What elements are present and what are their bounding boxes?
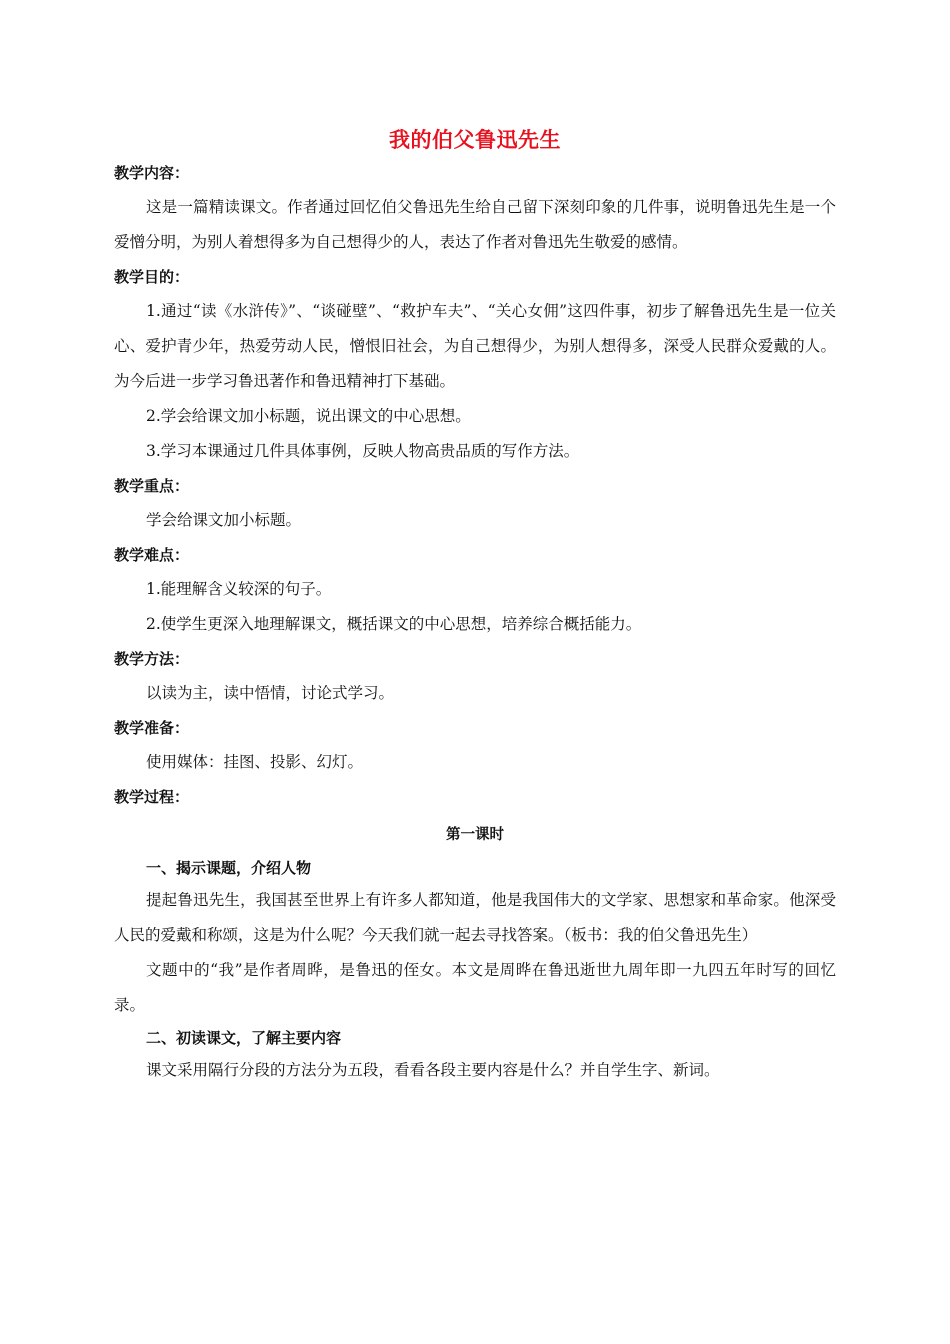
document-title: 我的伯父鲁迅先生 [389,128,561,152]
step-2-heading: 二、初读课文，了解主要内容 [146,1029,342,1047]
lesson-label: 第一课时 [446,827,504,843]
heading-preparation: 教学准备： [114,719,190,737]
heading-difficulty: 教学难点： [114,546,190,564]
paragraph-preparation: 使用媒体：挂图、投影、幻灯。 [146,753,364,771]
heading-process: 教学过程： [114,788,190,806]
paragraph-step-2: 课文采用隔行分段的方法分为五段，看看各段主要内容是什么？并自学生字、新词。 [146,1061,720,1079]
paragraph-goal-2: 2.学会给课文加小标题，说出课文的中心思想。 [146,407,471,425]
document-body [114,162,836,1088]
step-1-heading: 一、揭示课题，介绍人物 [146,859,312,877]
paragraph-goal-3: 3.学习本课通过几件具体事例，反映人物高贵品质的写作方法。 [146,442,580,460]
heading-method: 教学方法： [114,650,190,668]
paragraph-content: 这是一篇精读课文。作者通过回忆伯父鲁迅先生给自己留下深刻印象的几件事，说明鲁迅先生是一个爱憎分明，为别人着想得多为自己想得少的人，表达了作者对鲁迅先生敬爱的感情。 [114,198,836,251]
paragraph-difficulty-2: 2.使学生更深入地理解课文，概括课文的中心思想，培养综合概括能力。 [146,615,642,633]
paragraph-key: 学会给课文加小标题。 [146,511,302,529]
paragraph-step-1-2: 文题中的“我”是作者周晔，是鲁迅的侄女。本文是周晔在鲁迅逝世九周年即一九四五年时写的回忆录。 [114,961,836,1014]
paragraph-method: 以读为主，读中悟情，讨论式学习。 [146,684,395,702]
paragraph-goal-1: 1.通过“读《水浒传》”、“谈碰壁”、“救护车夫”、“关心女佣”这四件事，初步了解鲁迅先生是一位关心、爱护青少年，热爱劳动人民，憎恨旧社会，为自己想得少，为别人想得多，深受人民群众爱戴的人。为今后进一步学习鲁迅著作和鲁迅精神打下基础。 [114,302,836,390]
heading-content: 教学内容： [114,164,190,182]
paragraph-difficulty-1: 1.能理解含义较深的句子。 [146,580,332,598]
heading-goal: 教学目的： [114,268,190,286]
paragraph-step-1: 提起鲁迅先生，我国甚至世界上有许多人都知道，他是我国伟大的文学家、思想家和革命家。他深受人民的爱戴和称颂，这是为什么呢？今天我们就一起去寻找答案。（板书：我的伯父鲁迅先生） [114,891,836,944]
heading-key: 教学重点： [114,477,190,495]
